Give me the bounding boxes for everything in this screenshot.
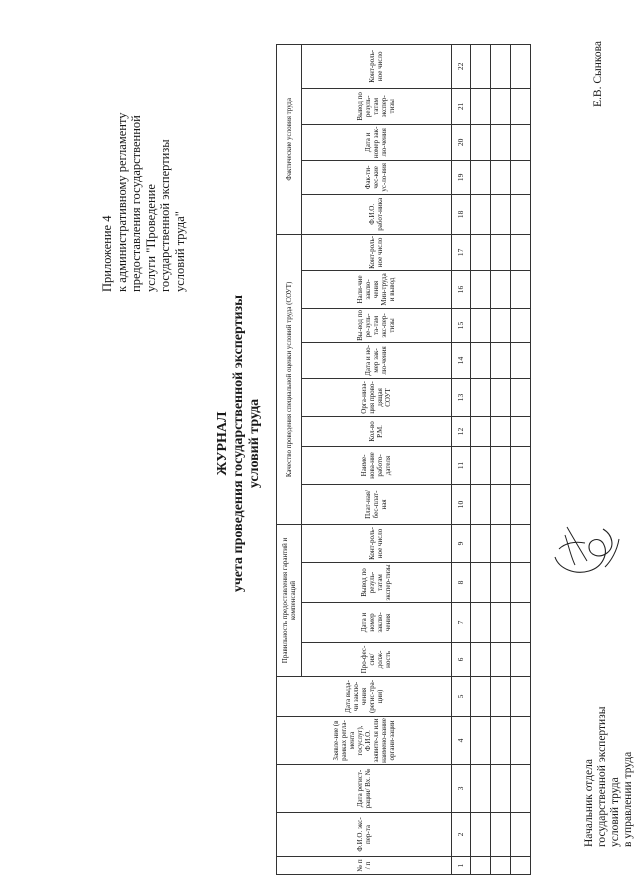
journal-title	[215, 0, 263, 887]
empty-cell	[510, 813, 530, 857]
empty-cell	[490, 484, 510, 524]
header-group-sout-quality: Качество проведения специальной оценки условий труда (СОУТ)	[277, 234, 302, 524]
empty-cell	[470, 308, 490, 342]
empty-cell	[510, 765, 530, 813]
header-cell-applicant: Заявле-ние (в рамках регла-мента госуслуг), Ф.И.О. заявите-ля или наимено-вание органи-зации	[277, 717, 452, 765]
column-number: 3	[451, 765, 470, 813]
column-number: 22	[451, 44, 470, 88]
header-cell-actual-conditions: Фак-ти-чес-кие ус-ло-вия	[301, 160, 451, 194]
empty-cell	[470, 677, 490, 717]
empty-cell	[490, 88, 510, 124]
column-number: 17	[451, 234, 470, 270]
empty-cell	[510, 524, 530, 562]
empty-cell	[490, 857, 510, 875]
empty-cell	[510, 234, 530, 270]
table-row-empty	[490, 44, 510, 874]
column-number: 5	[451, 677, 470, 717]
empty-cell	[470, 717, 490, 765]
header-group-actual-conditions: Фактические условия труда	[277, 44, 302, 234]
column-number: 19	[451, 160, 470, 194]
header-cell-number: № п / п	[277, 857, 452, 875]
header-cell-conclusion-date: Дата и но-мер зак-лю-чения	[301, 342, 451, 378]
empty-cell	[470, 563, 490, 603]
empty-cell	[490, 643, 510, 677]
empty-cell	[490, 124, 510, 160]
empty-cell	[470, 603, 490, 643]
journal-table	[276, 44, 531, 875]
empty-cell	[470, 160, 490, 194]
empty-cell	[470, 234, 490, 270]
appendix-line: к административному регламенту	[114, 112, 129, 292]
column-number: 9	[451, 524, 470, 562]
column-number: 14	[451, 342, 470, 378]
header-cell-control-number: Конт-роль-ное число	[301, 234, 451, 270]
header-cell-worker-name: Ф.И.О. работ-ника	[301, 194, 451, 234]
empty-cell	[490, 765, 510, 813]
column-number: 18	[451, 194, 470, 234]
header-cell-workplaces-count: Кол-во Р.М.	[301, 416, 451, 446]
signatory-position	[583, 647, 635, 847]
empty-cell	[490, 270, 510, 308]
header-cell-expertise-result: Вывод по резуль-татам экспер-тизы	[301, 563, 451, 603]
column-number: 1	[451, 857, 470, 875]
header-cell-registration: Дата регист-рации/ Вх. №	[277, 765, 452, 813]
position-line: условий труда	[609, 777, 621, 847]
empty-cell	[470, 524, 490, 562]
empty-cell	[490, 378, 510, 416]
appendix-line: условий труда"	[172, 211, 187, 292]
position-line: Начальник отдела	[583, 759, 595, 847]
header-cell-conclusion-date: Дата и номер зак-лю-чения	[301, 124, 451, 160]
empty-cell	[490, 160, 510, 194]
header-cell-control-number: Конт-роль-ное число	[301, 524, 451, 562]
empty-cell	[470, 484, 490, 524]
title-line-2: учета проведения государственной экспертизы	[231, 294, 246, 593]
title-line-3: условий труда	[247, 398, 262, 489]
header-cell-control-number: Конт-роль-ное число	[301, 44, 451, 88]
column-number: 10	[451, 484, 470, 524]
empty-cell	[470, 446, 490, 484]
empty-cell	[510, 416, 530, 446]
empty-cell	[490, 603, 510, 643]
column-number: 2	[451, 813, 470, 857]
column-number: 16	[451, 270, 470, 308]
empty-cell	[470, 416, 490, 446]
empty-cell	[510, 124, 530, 160]
empty-cell	[470, 194, 490, 234]
table-row-empty	[470, 44, 490, 874]
header-cell-issue-date: Дата выда-чи заклю-чения (регис-тра-ции)	[277, 677, 452, 717]
empty-cell	[490, 813, 510, 857]
empty-cell	[510, 194, 530, 234]
empty-cell	[510, 44, 530, 88]
empty-cell	[510, 308, 530, 342]
empty-cell	[470, 270, 490, 308]
empty-cell	[470, 342, 490, 378]
header-cell-conclusion-date: Дата и номер заклю-чения	[301, 603, 451, 643]
table-row-empty	[510, 44, 530, 874]
column-number: 21	[451, 88, 470, 124]
empty-cell	[510, 378, 530, 416]
empty-cell	[510, 677, 530, 717]
empty-cell	[510, 160, 530, 194]
empty-cell	[470, 124, 490, 160]
header-cell-paid-free: Плат-ная/ бес-плат-ная	[301, 484, 451, 524]
empty-cell	[470, 813, 490, 857]
header-cell-expertise-result: Вы-вод по ре-зуль-та-там экс-пер-тизы	[301, 308, 451, 342]
column-number: 12	[451, 416, 470, 446]
empty-cell	[510, 270, 530, 308]
column-number: 13	[451, 378, 470, 416]
position-line: в управлении труда	[622, 751, 634, 847]
signatory-name: Е.В. Сынкова	[592, 40, 604, 107]
column-number: 7	[451, 603, 470, 643]
empty-cell	[470, 765, 490, 813]
empty-cell	[510, 603, 530, 643]
column-number: 11	[451, 446, 470, 484]
empty-cell	[490, 308, 510, 342]
empty-cell	[490, 677, 510, 717]
position-line: государственной экспертизы	[596, 706, 608, 847]
empty-cell	[470, 88, 490, 124]
empty-cell	[490, 194, 510, 234]
header-cell-sout-organization: Орга-низа-ция прово-дящая СОУТ	[301, 378, 451, 416]
empty-cell	[470, 643, 490, 677]
empty-cell	[510, 717, 530, 765]
header-cell-profession: Про-фес-сия/ долж-ность	[301, 643, 451, 677]
empty-cell	[490, 446, 510, 484]
empty-cell	[470, 378, 490, 416]
appendix-line: государственной экспертизы	[158, 139, 172, 292]
empty-cell	[510, 643, 530, 677]
handwritten-signature	[545, 517, 625, 587]
empty-cell	[510, 857, 530, 875]
header-cell-mintrud-conclusion: Нали-чие заклю-чения Мин-труда и вывод	[301, 270, 451, 308]
empty-cell	[510, 446, 530, 484]
empty-cell	[490, 563, 510, 603]
column-number: 15	[451, 308, 470, 342]
column-number: 8	[451, 563, 470, 603]
empty-cell	[490, 524, 510, 562]
header-cell-employer: Наиме-нова-ние работо-дателя	[301, 446, 451, 484]
empty-cell	[490, 234, 510, 270]
empty-cell	[510, 342, 530, 378]
empty-cell	[510, 88, 530, 124]
empty-cell	[510, 484, 530, 524]
header-cell-expert: Ф.И.О. экс-пер-та	[277, 813, 452, 857]
empty-cell	[510, 563, 530, 603]
column-number: 4	[451, 717, 470, 765]
column-number: 20	[451, 124, 470, 160]
empty-cell	[490, 342, 510, 378]
appendix-line: Приложение 4	[100, 215, 114, 292]
empty-cell	[470, 857, 490, 875]
empty-cell	[490, 717, 510, 765]
appendix-line: услуги "Проведение	[143, 184, 158, 292]
empty-cell	[490, 416, 510, 446]
table-row-column-numbers	[451, 44, 470, 874]
empty-cell	[490, 44, 510, 88]
header-group-guarantees: Правильность предоставления гарантий и компенсаций	[277, 524, 302, 676]
header-cell-expertise-result: Вывод по резуль-татам экспер-тизы	[301, 88, 451, 124]
appendix-line: предоставления государственной	[129, 115, 143, 292]
empty-cell	[470, 44, 490, 88]
appendix-note	[100, 12, 187, 292]
title-line-1: ЖУРНАЛ	[215, 411, 230, 476]
column-number: 6	[451, 643, 470, 677]
